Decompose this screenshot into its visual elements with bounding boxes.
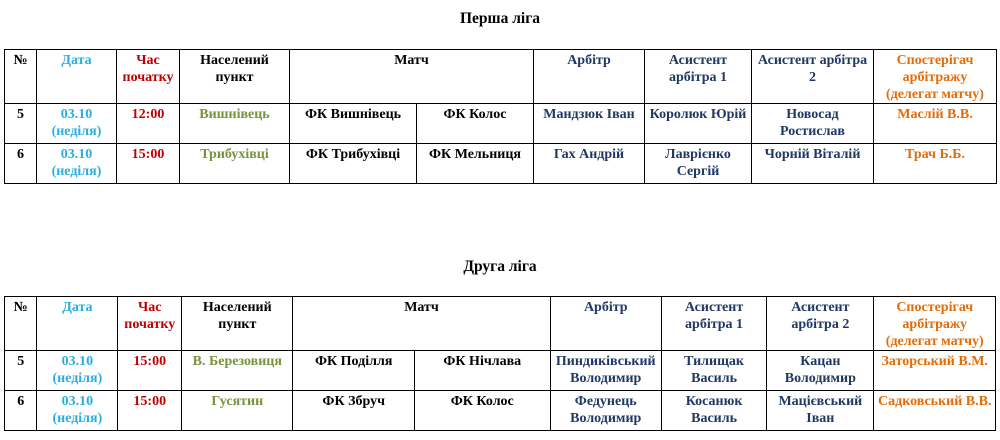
cell-place: В. Березовиця [182, 351, 293, 391]
cell-observer: Трач Б.Б. [874, 144, 997, 184]
table-row [5, 391, 996, 431]
header-observer: Спостерігач арбітражу (делегат матчу) [874, 50, 997, 104]
header-match: Матч [290, 50, 534, 104]
cell-place: Трибухівці [180, 144, 290, 184]
cell-assistant-1: Королюк Юрій [645, 104, 752, 144]
header-assistant-2: Асистент арбітра 2 [767, 297, 874, 351]
league1-schedule-table [4, 49, 997, 184]
cell-date: 03.10 (неділя) [37, 144, 117, 184]
table-row [5, 104, 997, 144]
header-assistant-2: Асистент арбітра 2 [752, 50, 874, 104]
cell-time: 15:00 [117, 144, 180, 184]
cell-time: 15:00 [118, 391, 182, 431]
league2-schedule-table [4, 296, 996, 431]
cell-date: 03.10 (неділя) [37, 391, 118, 431]
header-referee: Арбітр [534, 50, 645, 104]
header-place: Населений пункт [180, 50, 290, 104]
league1-title: Перша ліга [459, 10, 541, 27]
cell-time: 12:00 [117, 104, 180, 144]
table-header-row [5, 297, 996, 351]
cell-home-team: ФК Вишнівець [290, 104, 417, 144]
header-time: Час початку [118, 297, 182, 351]
table-row [5, 351, 996, 391]
cell-referee: Гах Андрій [534, 144, 645, 184]
cell-assistant-2: Кацан Володимир [767, 351, 874, 391]
cell-place: Вишнівець [180, 104, 290, 144]
header-referee: Арбітр [550, 297, 661, 351]
header-assistant-1: Асистент арбітра 1 [645, 50, 752, 104]
cell-observer: Заторський В.М. [874, 351, 996, 391]
cell-time: 15:00 [118, 351, 182, 391]
cell-observer: Садковський В.В. [874, 391, 996, 431]
cell-place: Гусятин [182, 391, 293, 431]
cell-away-team: ФК Колос [417, 104, 534, 144]
cell-away-team: ФК Мельниця [417, 144, 534, 184]
header-num: № [5, 297, 37, 351]
cell-referee: Мандзюк Іван [534, 104, 645, 144]
cell-num: 5 [5, 351, 37, 391]
cell-num: 5 [5, 104, 37, 144]
cell-num: 6 [5, 391, 37, 431]
cell-date: 03.10 (неділя) [37, 351, 118, 391]
cell-referee: Пиндиківський Володимир [550, 351, 661, 391]
cell-date: 03.10 (неділя) [37, 104, 117, 144]
header-date: Дата [37, 297, 118, 351]
cell-assistant-1: Косанюк Василь [661, 391, 766, 431]
league2-title: Друга ліга [463, 258, 537, 275]
header-observer: Спостерігач арбітражу (делегат матчу) [874, 297, 996, 351]
header-time: Час початку [117, 50, 180, 104]
cell-home-team: ФК Поділля [293, 351, 414, 391]
cell-observer: Маслій В.В. [874, 104, 997, 144]
cell-assistant-2: Мацієвський Іван [767, 391, 874, 431]
cell-home-team: ФК Трибухівці [290, 144, 417, 184]
cell-assistant-1: Лаврієнко Сергій [645, 144, 752, 184]
cell-num: 6 [5, 144, 37, 184]
cell-assistant-2: Новосад Ростислав [752, 104, 874, 144]
cell-assistant-2: Чорній Віталій [752, 144, 874, 184]
header-date: Дата [37, 50, 117, 104]
cell-away-team: ФК Нічлава [414, 351, 550, 391]
cell-referee: Федунець Володимир [550, 391, 661, 431]
header-place: Населений пункт [182, 297, 293, 351]
table-row [5, 144, 997, 184]
header-match: Матч [293, 297, 550, 351]
cell-home-team: ФК Збруч [293, 391, 414, 431]
table-header-row [5, 50, 997, 104]
header-num: № [5, 50, 37, 104]
cell-away-team: ФК Колос [414, 391, 550, 431]
header-assistant-1: Асистент арбітра 1 [661, 297, 766, 351]
cell-assistant-1: Тилищак Василь [661, 351, 766, 391]
